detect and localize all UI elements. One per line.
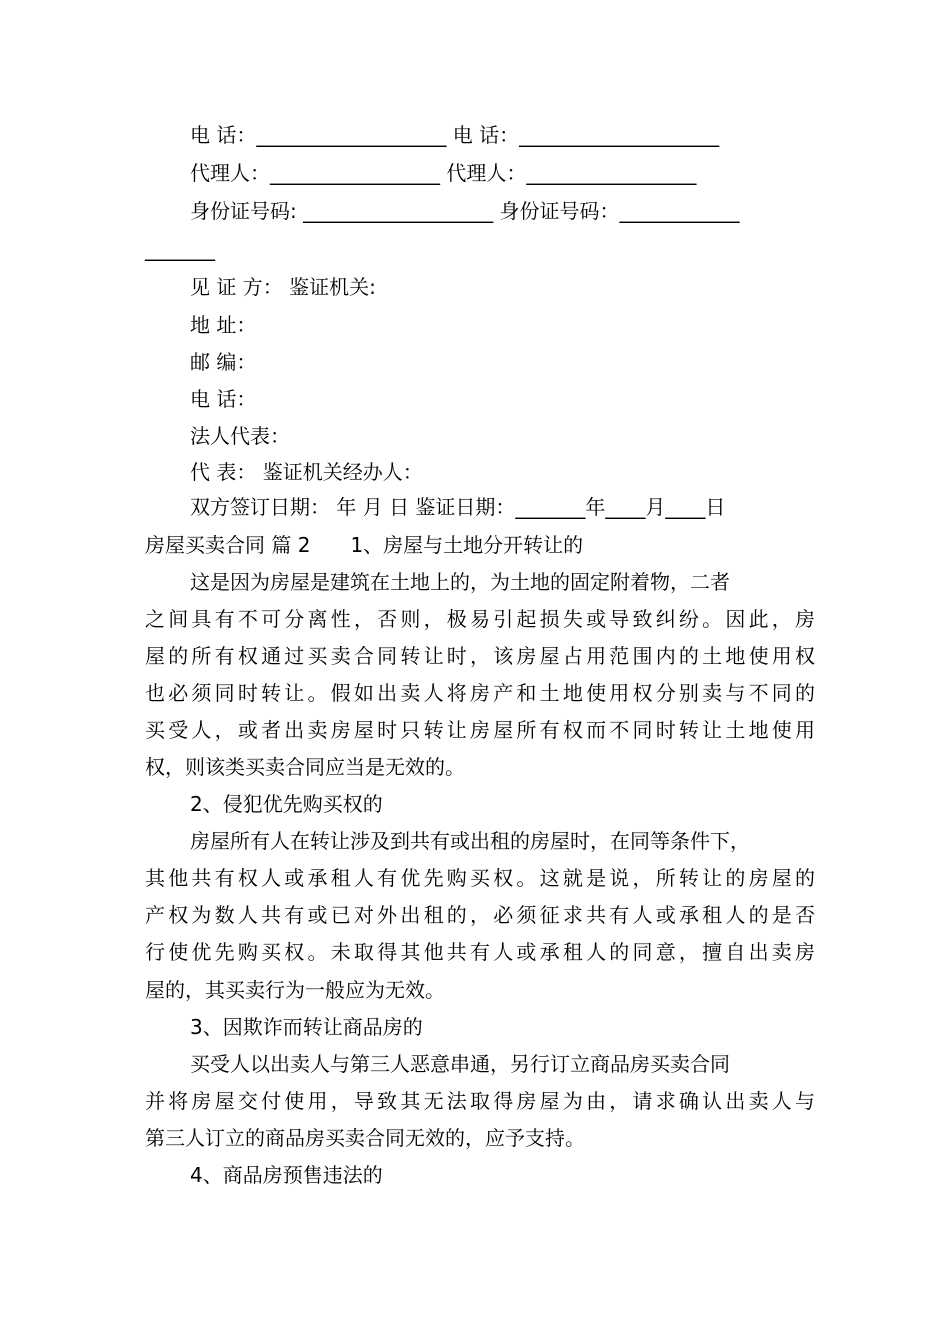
paragraph-1-line-6: 权，则该类买卖合同应当是无效的。	[145, 755, 465, 779]
legal-representative-line: 法人代表：	[190, 424, 290, 448]
paragraph-3-line-2: 并将房屋交付使用，导致其无法取得房屋为由，请求确认出卖人与	[145, 1089, 815, 1113]
item-4-heading: 4、商品房预售违法的	[190, 1163, 383, 1187]
paragraph-2-line-3: 产权为数人共有或已对外出租的，必须征求共有人或承租人的是否	[145, 903, 815, 927]
witness-phone-line: 电 话：	[190, 387, 257, 411]
paragraph-2-line-4: 行使优先购买权。未取得其他共有人或承租人的同意，擅自出卖房	[145, 940, 815, 964]
signing-date-line: 双方签订日期： 年 月 日 鉴证日期：_______年____月____日	[190, 495, 726, 519]
item-3-heading: 3、因欺诈而转让商品房的	[190, 1015, 423, 1039]
paragraph-1-line-4: 也必须同时转让。假如出卖人将房产和土地使用权分别卖与不同的	[145, 681, 815, 705]
id-number-fields-line: 身份证号码: ___________________ 身份证号码：____________	[190, 199, 740, 223]
witness-line: 见 证 方： 鉴证机关:	[190, 275, 376, 299]
phone-fields-line: 电 话：___________________ 电 话：____________________	[190, 123, 720, 147]
paragraph-3-line-1: 买受人以出卖人与第三人恶意串通，另行订立商品房买卖合同	[190, 1052, 730, 1076]
paragraph-1-line-5: 买受人，或者出卖房屋时只转让房屋所有权而不同时转让土地使用	[145, 718, 815, 742]
paragraph-2-line-2: 其他共有权人或承租人有优先购买权。这就是说，所转让的房屋的	[145, 866, 815, 890]
paragraph-1-line-2: 之间具有不可分离性，否则，极易引起损失或导致纠纷。因此，房	[145, 607, 815, 631]
paragraph-2-line-5: 屋的，其买卖行为一般应为无效。	[145, 978, 445, 1002]
agent-fields-line: 代理人：_________________ 代理人：_________________	[190, 161, 697, 185]
paragraph-3-line-3: 第三人订立的商品房买卖合同无效的，应予支持。	[145, 1126, 585, 1150]
postcode-line: 邮 编：	[190, 350, 257, 374]
id-number-continuation-line: _______	[145, 237, 215, 261]
item-2-heading: 2、侵犯优先购买权的	[190, 792, 383, 816]
section-heading: 房屋买卖合同 篇 2 1、房屋与土地分开转让的	[145, 533, 584, 557]
representative-line: 代 表： 鉴证机关经办人：	[190, 460, 423, 484]
paragraph-1-line-3: 屋的所有权通过买卖合同转让时，该房屋占用范围内的土地使用权	[145, 644, 815, 668]
paragraph-2-line-1: 房屋所有人在转让涉及到共有或出租的房屋时，在同等条件下，	[190, 829, 750, 853]
address-line: 地 址：	[190, 313, 257, 337]
paragraph-1-line-1: 这是因为房屋是建筑在土地上的，为土地的固定附着物，二者	[190, 570, 730, 594]
